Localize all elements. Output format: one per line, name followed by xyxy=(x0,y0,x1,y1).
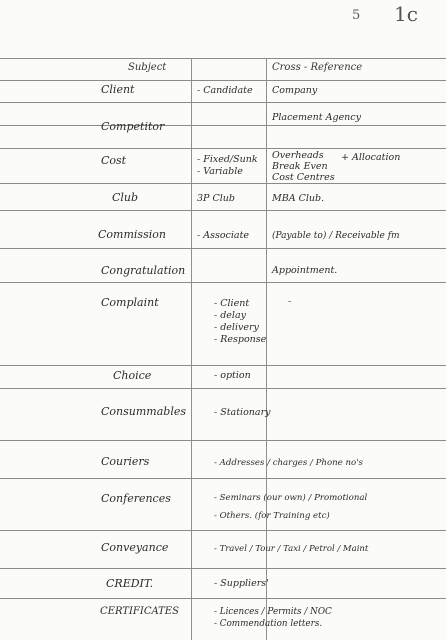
page-mark: 1c xyxy=(394,2,418,26)
subject-label: CERTIFICATES xyxy=(100,606,179,617)
cross-reference-item: Appointment. xyxy=(272,265,338,276)
associated-item: - Commendation letters. xyxy=(214,619,323,629)
ruled-line xyxy=(0,388,446,389)
associated-item: 3P Club xyxy=(197,193,235,204)
associated-item: - Addresses / charges / Phone no's xyxy=(214,458,363,468)
cross-reference-note: + Allocation xyxy=(341,152,401,163)
associated-item: - Stationary xyxy=(214,407,271,418)
subject-column-header: Subject xyxy=(128,62,167,73)
cross-reference-item: Company xyxy=(272,85,318,96)
subject-label: Choice xyxy=(113,369,152,382)
ruled-line xyxy=(0,478,446,479)
cross-reference-item: - xyxy=(288,296,292,307)
ruled-line xyxy=(0,148,446,149)
ruled-line xyxy=(0,530,446,531)
cross-reference-item: Break Even xyxy=(272,161,328,172)
associated-item: - option xyxy=(214,370,251,381)
column-divider xyxy=(191,58,192,640)
ruled-line xyxy=(0,248,446,249)
ruled-line xyxy=(0,125,446,126)
subject-label: Congratulation xyxy=(101,264,186,277)
associated-item: - Associate xyxy=(197,230,250,241)
associated-item: - Variable xyxy=(197,166,243,177)
cross-reference-item: Cost Centres xyxy=(272,172,335,183)
cross-reference-item: Placement Agency xyxy=(272,112,361,123)
ruled-line xyxy=(0,183,446,184)
subject-label: Couriers xyxy=(101,455,150,468)
associated-list xyxy=(197,154,258,178)
ruled-line xyxy=(0,102,446,103)
subject-label: Conferences xyxy=(101,492,171,505)
associated-item: - Response xyxy=(214,334,267,345)
subject-label: Cost xyxy=(101,154,127,167)
associated-item: - Travel / Tour / Taxi / Petrol / Maint xyxy=(214,544,369,554)
subject-label: CREDIT. xyxy=(106,577,154,590)
cross-reference-column-header: Cross - Reference xyxy=(272,62,363,73)
subject-label: Conveyance xyxy=(101,541,169,554)
subject-label: Club xyxy=(112,191,139,204)
subject-label: Commission xyxy=(98,228,166,241)
cross-reference-item: Overheads xyxy=(272,150,324,161)
associated-item: - Candidate xyxy=(197,85,253,96)
ruled-line xyxy=(0,58,446,59)
ruled-line xyxy=(0,210,446,211)
associated-list xyxy=(214,606,332,630)
ruled-line xyxy=(0,282,446,283)
associated-item: - Others. (for Training etc) xyxy=(214,511,330,521)
associated-list xyxy=(214,492,367,522)
subject-label: Complaint xyxy=(101,296,159,309)
associated-item: - Suppliers' xyxy=(214,578,269,589)
subject-label: Client xyxy=(101,83,135,96)
ruled-line xyxy=(0,598,446,599)
ruled-line xyxy=(0,568,446,569)
cross-reference-item: MBA Club. xyxy=(272,193,325,204)
associated-item: - delay xyxy=(214,310,247,321)
associated-item: - Client xyxy=(214,298,250,309)
subject-label: Competitor xyxy=(101,120,165,133)
cross-reference-item: (Payable to) / Receivable fm xyxy=(272,231,400,241)
page-mark: 5 xyxy=(352,8,361,23)
ruled-line xyxy=(0,440,446,441)
associated-item: - Fixed/Sunk xyxy=(197,154,258,165)
associated-item: - Seminars (our own) / Promotional xyxy=(214,493,368,503)
associated-item: - Licences / Permits / NOC xyxy=(214,607,332,617)
subject-label: Consummables xyxy=(101,405,186,418)
associated-list xyxy=(214,298,266,346)
ruled-line xyxy=(0,365,446,366)
ruled-line xyxy=(0,80,446,81)
associated-item: - delivery xyxy=(214,322,259,333)
cross-reference-list xyxy=(272,150,335,183)
